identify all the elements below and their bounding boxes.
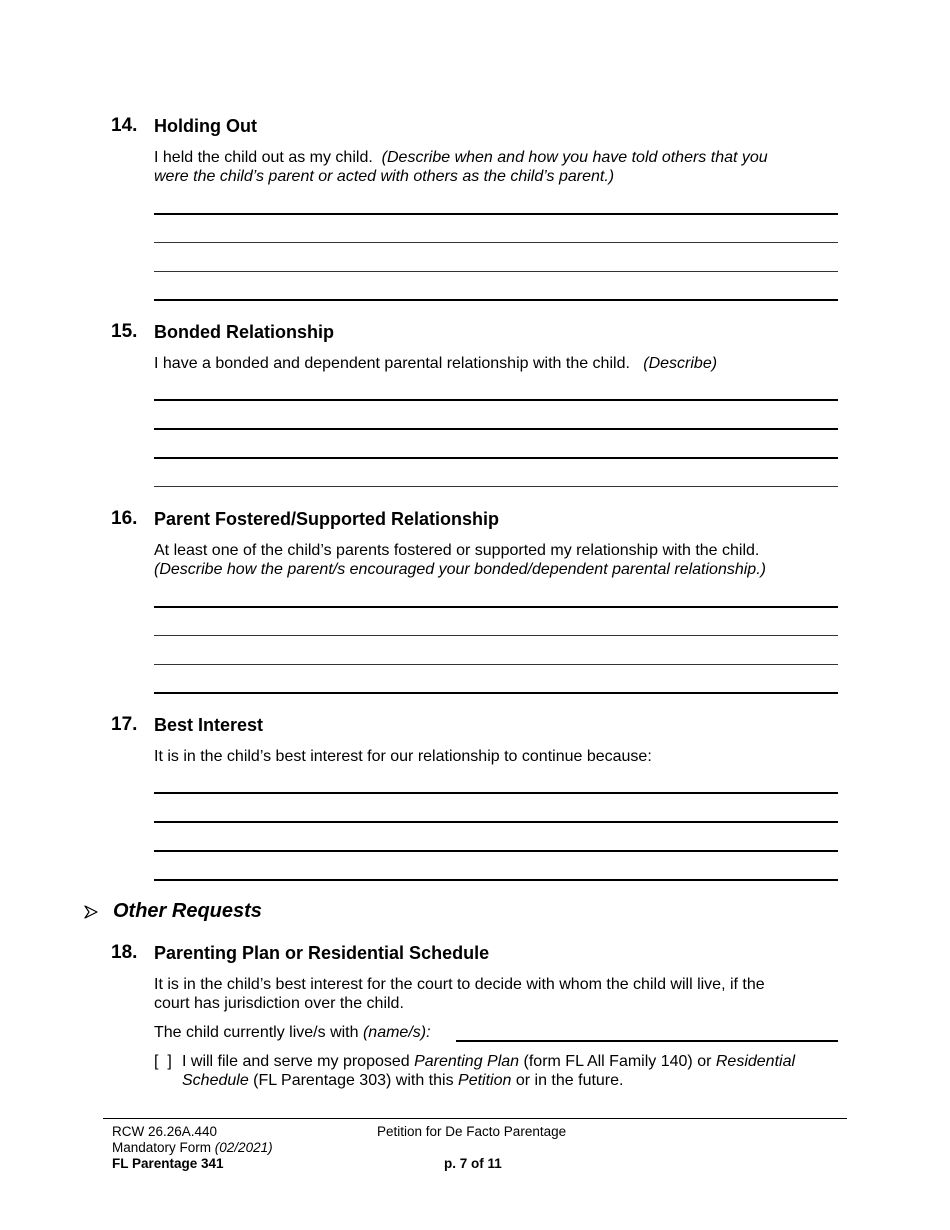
opt-text-h: or in the future. xyxy=(515,1072,624,1089)
live-with-name-field[interactable] xyxy=(456,1040,838,1042)
opt-text-c: (form FL All Family 140) or xyxy=(523,1053,712,1070)
section-16-statement: At least one of the child’s parents fostered or supported my relationship with the child. xyxy=(154,542,760,559)
footer-form-title: Petition for De Facto Parentage xyxy=(377,1124,567,1139)
opt-text-f: (FL Parentage 303) with this xyxy=(253,1072,454,1089)
section-15-answer-line[interactable] xyxy=(154,486,838,487)
section-15-title: Bonded Relationship xyxy=(154,322,334,342)
footer-form-id: FL Parentage 341 xyxy=(112,1156,224,1171)
section-16-answer-line[interactable] xyxy=(154,664,838,665)
section-14-title: Holding Out xyxy=(154,116,257,136)
section-16-instruction: (Describe how the parent/s encouraged your bonded/dependent parental relationship.) xyxy=(154,561,766,578)
footer-left xyxy=(112,1124,273,1172)
section-16-number: 16. xyxy=(111,508,138,529)
footer-date: (02/2021) xyxy=(214,1140,273,1155)
footer-statute: RCW 26.26A.440 xyxy=(112,1124,218,1139)
section-14-statement: I held the child out as my child. xyxy=(154,149,373,166)
opt-petition: Petition xyxy=(458,1072,512,1089)
section-18-text-line1: It is in the child’s best interest for the court to decide with whom the child will live, if the xyxy=(154,976,765,993)
parenting-plan-checkbox[interactable]: [ ] xyxy=(154,1053,172,1070)
opt-text-a: I will file and serve my proposed xyxy=(182,1053,410,1070)
section-14-instruction-2: were the child’s parent or acted with others as the child’s parent.) xyxy=(154,168,615,185)
section-14-text xyxy=(154,148,844,186)
section-14-answer-line[interactable] xyxy=(154,299,838,301)
other-requests-heading: Other Requests xyxy=(113,900,262,922)
section-14-answer-line[interactable] xyxy=(154,271,838,272)
section-16-text xyxy=(154,541,844,579)
section-18-number: 18. xyxy=(111,942,138,963)
section-18-text-line2: court has jurisdiction over the child. xyxy=(154,995,404,1012)
live-with-hint: (name/s): xyxy=(362,1024,431,1041)
arrow-bullet-icon xyxy=(84,905,98,919)
section-15-text xyxy=(154,354,844,373)
section-16-answer-line[interactable] xyxy=(154,635,838,636)
section-14-number: 14. xyxy=(111,115,138,136)
section-15-instruction: (Describe) xyxy=(643,355,718,372)
section-14-answer-line[interactable] xyxy=(154,213,838,215)
footer-divider xyxy=(103,1118,847,1119)
section-15-answer-line[interactable] xyxy=(154,399,838,401)
opt-residential: Residential xyxy=(715,1053,796,1070)
section-16-title: Parent Fostered/Supported Relationship xyxy=(154,509,500,529)
parenting-plan-option xyxy=(182,1052,844,1090)
section-14-answer-line[interactable] xyxy=(154,242,838,243)
section-17-answer-line[interactable] xyxy=(154,850,838,852)
section-15-answer-line[interactable] xyxy=(154,457,838,459)
live-with-text: The child currently live/s with xyxy=(154,1024,359,1041)
footer-mandatory xyxy=(112,1140,273,1156)
section-18-title: Parenting Plan or Residential Schedule xyxy=(154,943,490,963)
section-15-statement: I have a bonded and dependent parental relationship with the child. xyxy=(154,355,630,372)
section-17-title: Best Interest xyxy=(154,715,264,735)
section-17-answer-line[interactable] xyxy=(154,879,838,881)
opt-parenting-plan: Parenting Plan xyxy=(414,1053,520,1070)
section-17-answer-line[interactable] xyxy=(154,792,838,794)
section-17-number: 17. xyxy=(111,714,138,735)
section-17-text: It is in the child’s best interest for our relationship to continue because: xyxy=(154,748,652,765)
section-15-number: 15. xyxy=(111,321,138,342)
footer-mandatory-label: Mandatory Form xyxy=(112,1140,212,1155)
section-16-answer-line[interactable] xyxy=(154,692,838,694)
footer-page-number: p. 7 of 11 xyxy=(444,1156,502,1171)
section-17-answer-line[interactable] xyxy=(154,821,838,823)
section-14-instruction-1: (Describe when and how you have told others that you xyxy=(381,149,768,166)
section-18-text xyxy=(154,975,844,1013)
opt-schedule: Schedule xyxy=(182,1072,249,1089)
section-16-answer-line[interactable] xyxy=(154,606,838,608)
section-15-answer-line[interactable] xyxy=(154,428,838,430)
